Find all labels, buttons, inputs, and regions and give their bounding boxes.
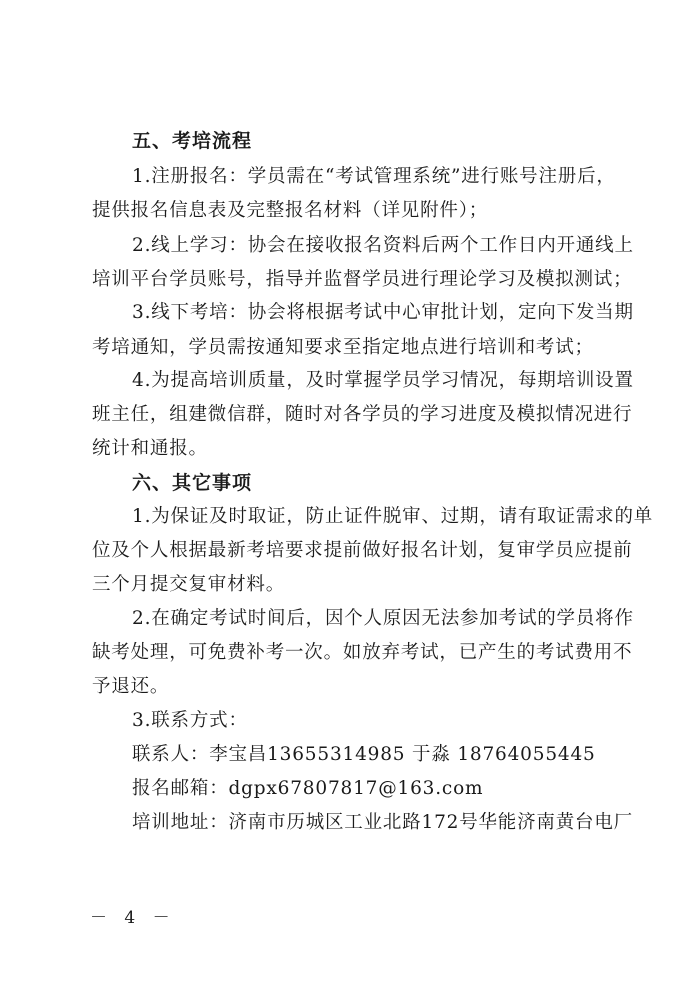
section-5-heading: 五、考培流程 bbox=[132, 130, 253, 152]
registration-email: 报名邮箱：dgpx67807817@163.com bbox=[132, 778, 484, 799]
section-5-item-2-line-1: 2.线上学习：协会在接收报名资料后两个工作日内开通线上 bbox=[132, 235, 634, 256]
section-5-item-4-line-3: 统计和通报。 bbox=[92, 438, 208, 459]
section-5-item-3-line-1: 3.线下考培：协会将根据考试中心审批计划，定向下发当期 bbox=[132, 302, 634, 323]
section-5-item-2-line-2: 培训平台学员账号，指导并监督学员进行理论学习及模拟测试； bbox=[92, 269, 633, 290]
section-6-item-1-line-1: 1.为保证及时取证，防止证件脱审、过期，请有取证需求的单 bbox=[132, 506, 654, 527]
section-6-item-1-line-3: 三个月提交复审材料。 bbox=[92, 574, 286, 595]
training-address: 培训地址：济南市历城区工业北路172号华能济南黄台电厂 bbox=[132, 812, 633, 833]
section-6-item-1-line-2: 位及个人根据最新考培要求提前做好报名计划，复审学员应提前 bbox=[92, 540, 633, 561]
section-5-item-1-line-2: 提供报名信息表及完整报名材料（详见附件）； bbox=[92, 200, 489, 221]
section-6-heading: 六、其它事项 bbox=[132, 472, 253, 494]
section-5-item-1-line-1: 1.注册报名：学员需在“考试管理系统”进行账号注册后， bbox=[132, 166, 616, 187]
section-6-item-2-line-1: 2.在确定考试时间后，因个人原因无法参加考试的学员将作 bbox=[132, 608, 634, 629]
section-5-item-3-line-2: 考培通知，学员需按通知要求至指定地点进行培训和考试； bbox=[92, 337, 594, 358]
section-5-item-4-line-2: 班主任，组建微信群，随时对各学员的学习进度及模拟情况进行 bbox=[92, 404, 633, 425]
section-6-item-2-line-2: 缺考处理，可免费补考一次。如放弃考试，已产生的考试费用不 bbox=[92, 642, 633, 663]
contact-persons: 联系人：李宝昌13655314985 于淼 18764055445 bbox=[132, 744, 596, 765]
page-number: － 4 － bbox=[90, 908, 176, 928]
section-6-item-3-line-1: 3.联系方式： bbox=[132, 710, 248, 731]
section-6-item-2-line-3: 予退还。 bbox=[92, 676, 170, 697]
section-5-item-4-line-1: 4.为提高培训质量，及时掌握学员学习情况，每期培训设置 bbox=[132, 370, 634, 391]
